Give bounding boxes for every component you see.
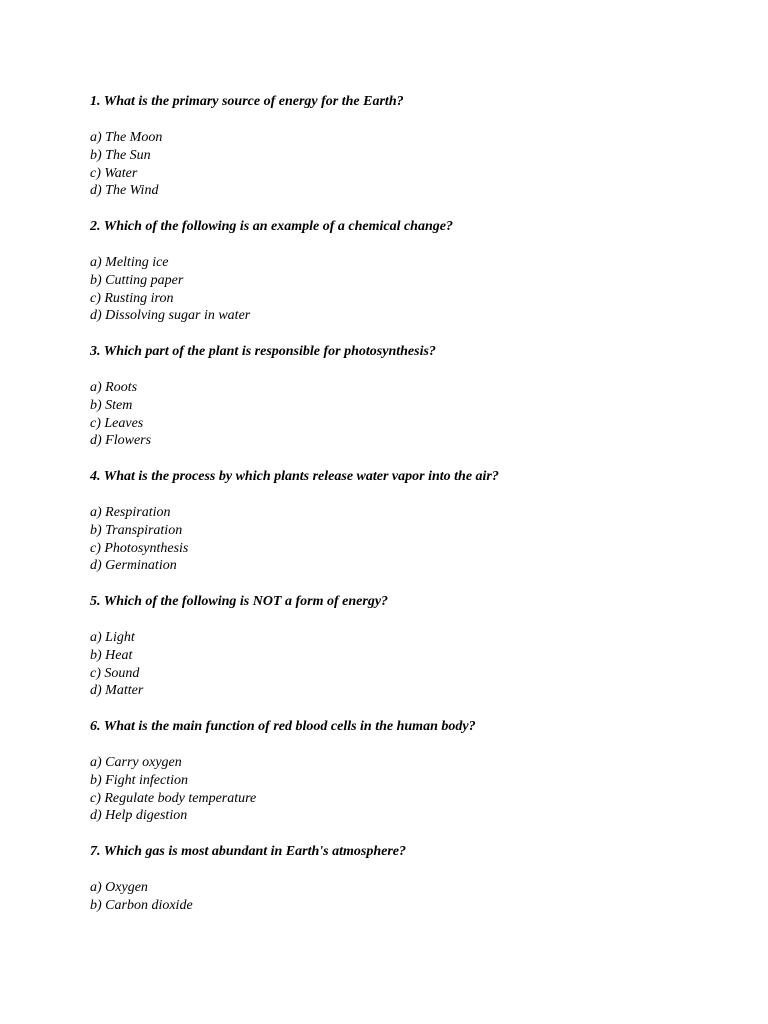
answer-option: a) Light <box>90 630 135 645</box>
answer-option: a) Melting ice <box>90 255 169 270</box>
answer-options <box>90 379 730 450</box>
answer-option: d) Germination <box>90 558 177 574</box>
question-block <box>90 718 730 843</box>
answer-options <box>90 504 730 575</box>
question-text: 6. What is the main function of red blood cells in the human body? <box>90 719 476 734</box>
answer-option: a) Respiration <box>90 505 171 520</box>
question-block <box>90 468 730 593</box>
answer-option: b) The Sun <box>90 147 151 163</box>
question-text: 5. Which of the following is NOT a form of energy? <box>90 594 389 609</box>
answer-option: d) Flowers <box>90 433 152 449</box>
question-spacer <box>90 450 730 468</box>
question-block <box>90 843 730 915</box>
answer-option: c) Photosynthesis <box>90 540 189 556</box>
answer-options <box>90 129 730 200</box>
question-spacer <box>90 700 730 718</box>
question-spacer <box>90 575 730 593</box>
answer-option: a) The Moon <box>90 130 163 145</box>
answer-option: b) Heat <box>90 647 133 663</box>
answer-option: a) Carry oxygen <box>90 755 182 770</box>
answer-option: a) Roots <box>90 380 138 395</box>
question-text: 1. What is the primary source of energy for the Earth? <box>90 94 404 109</box>
answer-option: b) Transpiration <box>90 522 183 538</box>
answer-options <box>90 629 730 700</box>
answer-option: c) Rusting iron <box>90 290 174 306</box>
question-text: 4. What is the process by which plants release water vapor into the air? <box>90 469 499 484</box>
question-spacer <box>90 825 730 843</box>
question-text: 2. Which of the following is an example of a chemical change? <box>90 219 453 234</box>
answer-option: b) Carbon dioxide <box>90 897 193 913</box>
question-block <box>90 593 730 718</box>
answer-option: d) The Wind <box>90 183 159 199</box>
question-spacer <box>90 200 730 218</box>
answer-option: c) Leaves <box>90 415 144 431</box>
answer-option: b) Fight infection <box>90 772 188 788</box>
question-block <box>90 93 730 218</box>
answer-option: d) Dissolving sugar in water <box>90 308 251 324</box>
question-block <box>90 343 730 468</box>
answer-options <box>90 879 730 915</box>
question-block <box>90 218 730 343</box>
quiz-page <box>90 93 730 915</box>
answer-option: c) Regulate body temperature <box>90 790 257 806</box>
answer-options <box>90 254 730 325</box>
question-text: 7. Which gas is most abundant in Earth's atmosphere? <box>90 844 406 859</box>
answer-option: c) Water <box>90 165 138 181</box>
answer-option: b) Cutting paper <box>90 272 184 288</box>
answer-option: d) Matter <box>90 683 144 699</box>
answer-option: d) Help digestion <box>90 808 188 824</box>
answer-option: c) Sound <box>90 665 140 681</box>
question-text: 3. Which part of the plant is responsible for photosynthesis? <box>90 344 436 359</box>
answer-options <box>90 754 730 825</box>
question-spacer <box>90 325 730 343</box>
answer-option: b) Stem <box>90 397 133 413</box>
answer-option: a) Oxygen <box>90 880 148 895</box>
